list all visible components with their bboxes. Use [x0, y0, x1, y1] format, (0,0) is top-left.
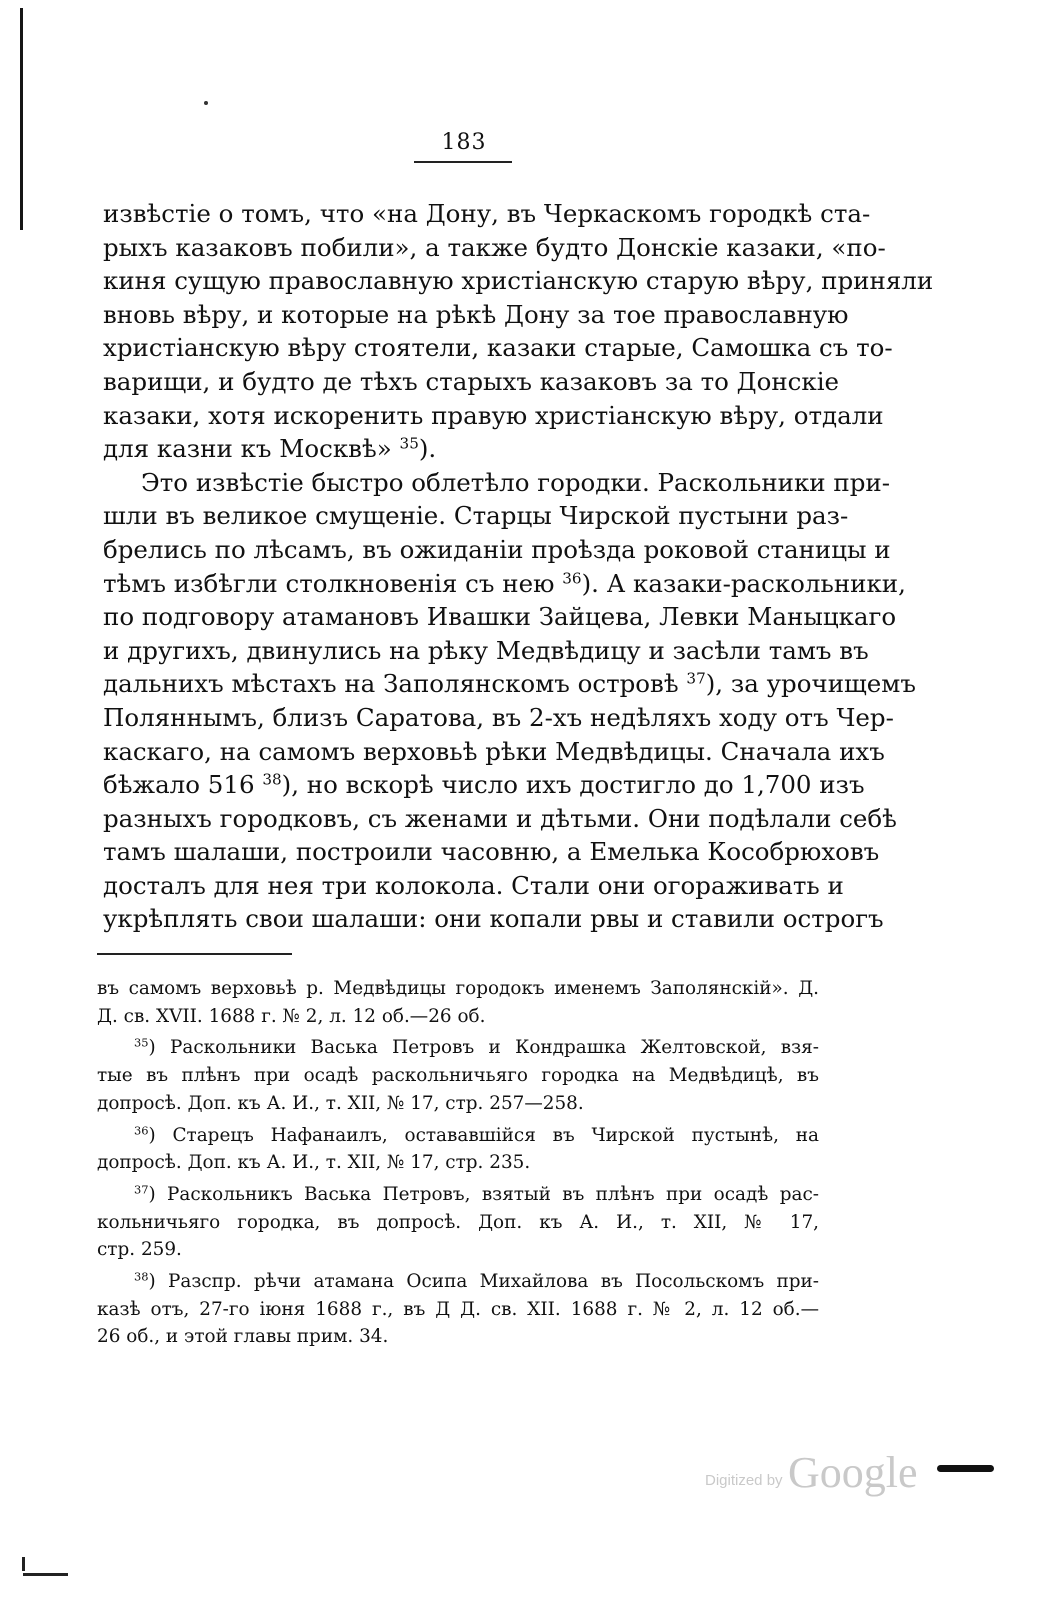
footnote-text: Раскольники Васька Петровъ и Кондрашка Желтовской, взя-: [170, 1037, 819, 1059]
text-segment: по подговору атамановъ Ивашки Зайцева, Левки Маныцкаго: [103, 602, 897, 632]
text-line: [103, 365, 840, 399]
footnote-text: Раскольникъ Васька Петровъ, взятый въ плѣнъ при осадѣ рас-: [167, 1183, 819, 1205]
main-text-block: [103, 197, 934, 936]
text-segment: рыхъ казаковъ побили», а также будто Донскіе казаки, «по-: [103, 232, 886, 262]
text-line: [103, 768, 865, 802]
text-line: [103, 533, 891, 567]
footnote-text: въ самомъ верховьѣ р. Медвѣдицы городокъ именемъ Заполянскій». Д.: [97, 978, 819, 999]
text-segment: казаки, хотя искоренить правую христіанскую вѣру, отдали: [103, 400, 884, 430]
text-line: [103, 331, 893, 365]
footnote-line: [97, 1323, 819, 1351]
text-segment: ). А казаки-раскольники,: [581, 568, 906, 598]
text-line: [103, 432, 823, 466]
watermark-prefix: Digitized by: [705, 1472, 783, 1489]
scan-edge-mark-bottom-tick: [22, 1557, 25, 1571]
footnote-line: [97, 1149, 819, 1177]
text-segment: извѣстіе о томъ, что «на Дону, въ Черкаскомъ городкѣ ста-: [103, 199, 871, 228]
text-line: [103, 667, 916, 701]
text-line: [103, 802, 897, 836]
text-segment: брелись по лѣсамъ, въ ожиданіи проѣзда роковой станицы и: [103, 534, 891, 564]
footnote-reference: 35: [399, 434, 419, 453]
text-line: [103, 298, 849, 332]
text-line: [103, 902, 884, 936]
footnote-reference: 38: [262, 770, 282, 789]
footnote-line: [97, 1090, 819, 1118]
text-segment: дальнихъ мѣстахъ на Заполянскомъ островѣ: [103, 669, 679, 699]
text-segment: тамъ шалаши, построили часовню, а Емелька Кособрюховъ: [103, 837, 880, 867]
page-number-underline: [414, 161, 512, 163]
text-segment: вновь вѣру, и которые на рѣкѣ Дону за тое православную: [103, 299, 849, 329]
text-segment: для казни къ Москвѣ»: [103, 434, 392, 464]
footnote-line: $^{37}$) Раскольникъ Васька Петровъ, взятый въ плѣнъ при осадѣ рас-: [134, 1182, 819, 1205]
text-segment: и другихъ, двинулись на рѣку Медвѣдицу и засѣли тамъ въ: [103, 635, 869, 665]
footnote-text: 26 об., и этой главы прим. 34.: [97, 1326, 389, 1348]
footnote-text: Старецъ Нафанаилъ, остававшійся въ Чирской пустынѣ, на: [172, 1124, 819, 1146]
text-line: [103, 835, 880, 869]
footnotes-block: [97, 975, 819, 1351]
footnote-number: 37: [134, 1182, 149, 1197]
scan-edge-mark-bottom: [23, 1573, 68, 1576]
footnote-text: кольничьяго городка, въ допросѣ. Доп. къ А. И., т. XII, № 17,: [97, 1211, 819, 1233]
text-segment: шли въ великое смущеніе. Старцы Чирской пустыни раз-: [103, 501, 849, 531]
footnote-line: [97, 1209, 819, 1237]
text-line: [103, 634, 869, 668]
text-line: [103, 466, 891, 500]
text-segment: ), но вскорѣ число ихъ достигло до 1,700 изъ: [281, 770, 865, 800]
scan-smudge: [937, 1465, 994, 1472]
footnote-text: казѣ отъ, 27-го іюня 1688 г., въ Д Д. св. XII. 1688 г. № 2, л. 12 об.—: [97, 1298, 819, 1320]
footnote-number: 35: [134, 1036, 149, 1051]
footnote-number: 36: [134, 1123, 149, 1138]
footnote-line: [97, 1003, 819, 1031]
footnote-reference: 36: [562, 569, 582, 588]
footnote-reference: 37: [686, 669, 706, 688]
text-line: [103, 264, 934, 298]
footnote-line: [97, 975, 819, 1003]
text-segment: укрѣплять свои шалаши: они копали рвы и ставили острогъ: [103, 904, 884, 934]
text-segment: бѣжало 516: [103, 770, 255, 800]
digitized-watermark: [705, 1448, 965, 1505]
text-segment: досталъ для нея три колокола. Стали они огораживать и: [103, 870, 844, 900]
footnote-separator: [97, 953, 292, 955]
text-line: [103, 499, 849, 533]
footnote-line: $^{35}$) Раскольники Васька Петровъ и Кондрашка Желтовской, взя-: [134, 1036, 819, 1059]
text-line: [103, 701, 894, 735]
footnote-line: [97, 1296, 819, 1324]
text-segment: Это извѣстіе быстро облетѣло городки. Раскольники при-: [141, 467, 891, 497]
footnote-text: тые въ плѣнъ при осадѣ раскольничьяго городка на Медвѣдицѣ, въ: [97, 1065, 819, 1087]
footnote-text: стр. 259.: [97, 1239, 182, 1261]
scan-edge-mark: [20, 8, 23, 230]
text-segment: христіанскую вѣру стоятели, казаки старые, Самошка съ то-: [103, 333, 893, 363]
text-segment: киня сущую православную христіанскую старую вѣру, приняли: [103, 266, 934, 296]
footnote-text: Разспр. рѣчи атамана Осипа Михайлова въ Посольскомъ при-: [168, 1271, 819, 1293]
text-line: [103, 399, 884, 433]
text-segment: ), за урочищемъ: [705, 669, 916, 699]
text-segment: ).: [418, 434, 437, 464]
text-segment: каскаго, на самомъ верховьѣ рѣки Медвѣдицы. Сначала ихъ: [103, 736, 885, 766]
google-logo: Google: [788, 1448, 918, 1497]
footnote-line: [97, 1062, 819, 1090]
text-segment: тѣмъ избѣгли столкновенія съ нею: [103, 568, 555, 598]
text-segment: разныхъ городковъ, съ женами и дѣтьми. Они подѣлали себѣ: [103, 803, 897, 833]
footnote-line: [97, 1236, 819, 1264]
text-line: [103, 869, 844, 903]
footnote-text: допросѣ. Доп. къ А. И., т. XII, № 17, стр. 235.: [97, 1152, 531, 1174]
text-line: [103, 567, 906, 601]
scan-speck: [204, 101, 208, 105]
text-line: [103, 735, 885, 769]
footnote-text: Д. св. XVII. 1688 г. № 2, л. 12 об.—26 об.: [97, 1005, 486, 1027]
page-number: 183: [441, 130, 487, 155]
footnote-line: $^{38}$) Разспр. рѣчи атамана Осипа Михайлова въ Посольскомъ при-: [134, 1269, 819, 1293]
footnote-number: 38: [134, 1269, 149, 1284]
text-segment: варищи, и будто де тѣхъ старыхъ казаковъ за то Донскіе: [103, 366, 840, 396]
footnote-text: допросѣ. Доп. къ А. И., т. XII, № 17, стр. 257—258.: [97, 1092, 584, 1114]
text-line: [103, 231, 886, 265]
text-line: [103, 197, 871, 231]
footnote-line: $^{36}$) Старецъ Нафанаилъ, остававшійся въ Чирской пустынѣ, на: [134, 1123, 819, 1146]
text-segment: Поляннымъ, близъ Саратова, въ 2-хъ недѣляхъ ходу отъ Чер-: [103, 702, 894, 732]
text-line: [103, 600, 897, 634]
